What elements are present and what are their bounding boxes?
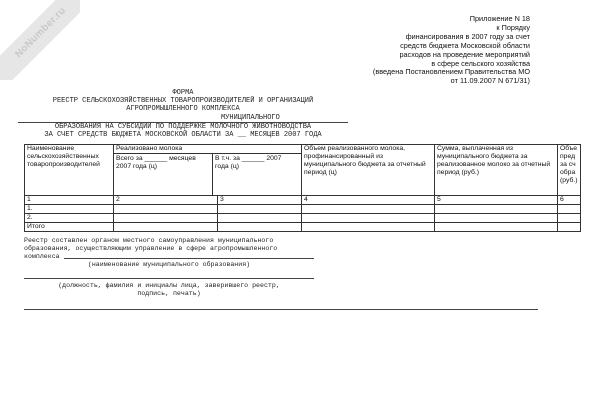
- form-title-line3: [18, 114, 348, 122]
- cell: [558, 205, 581, 214]
- bottom-rule: [24, 309, 538, 310]
- note-line3: [24, 253, 314, 261]
- col-number: 6: [558, 196, 581, 205]
- table-row: [25, 223, 581, 232]
- col-number: 4: [302, 196, 435, 205]
- cell: [218, 223, 302, 232]
- appendix-header: [300, 15, 530, 86]
- header-volume-cut: Объе пред за сч обра (руб.): [558, 145, 581, 196]
- col-number: 1: [25, 196, 114, 205]
- col-number: 5: [435, 196, 558, 205]
- form-title-line4: ОБРАЗОВАНИЯ НА СУБСИДИИ ПО ПОДДЕРЖКЕ МОЛОЧНОГО ЖИВОТНОВОДСТВА: [18, 122, 348, 131]
- form-title-line2: АГРОПРОМЫШЛЕННОГО КОМПЛЕКСА: [126, 105, 240, 114]
- watermark: [0, 0, 80, 80]
- appendix-line: (введена Постановлением Правительства МО: [372, 67, 530, 77]
- header-milk-sold: [114, 145, 302, 196]
- header-paid-amount: Сумма, выплаченная из муниципального бюджета за реализованное молоко за отчетный период (руб.): [435, 145, 558, 196]
- cell: [435, 214, 558, 223]
- cell: [302, 223, 435, 232]
- note-line3-text: комплекса: [24, 253, 60, 260]
- cell: [114, 223, 218, 232]
- signature-caption1: (должность, фамилия и инициалы лица, заверившего реестр,: [58, 282, 280, 289]
- cell: [435, 223, 558, 232]
- watermark-text: NoNumber.ru: [13, 5, 69, 61]
- row-label: 1.: [25, 205, 114, 214]
- cell: [114, 214, 218, 223]
- cell: [558, 223, 581, 232]
- cell: [302, 214, 435, 223]
- municipal-label: МУНИЦИПАЛЬНОГО: [221, 113, 280, 122]
- appendix-line: финансирования в 2007 году за счет: [405, 31, 530, 41]
- cell: [435, 205, 558, 214]
- appendix-line: в сфере сельского хозяйства: [431, 58, 530, 68]
- appendix-line: к Порядку: [496, 22, 530, 32]
- signature-caption2: подпись, печать): [137, 290, 201, 297]
- cell: [218, 205, 302, 214]
- signature-line: [24, 269, 314, 279]
- header-producers: Наименование сельскохозяйственных товаропроизводителей: [25, 145, 114, 196]
- cell: [302, 205, 435, 214]
- col-number: 2: [114, 196, 218, 205]
- register-note: [24, 237, 314, 298]
- appendix-line: расходов на проведение мероприятий: [399, 49, 530, 59]
- register-table: [24, 144, 581, 232]
- table-number-row: [25, 196, 581, 205]
- appendix-line: средств бюджета Московской области: [400, 40, 530, 50]
- table-row: [25, 205, 581, 214]
- form-label: ФОРМА: [172, 89, 194, 97]
- note-line1: Реестр составлен органом местного самоуправления муниципального: [24, 237, 274, 244]
- table-header-row: [25, 145, 581, 196]
- municipality-caption: (наименование муниципального образования): [87, 261, 251, 268]
- row-label: 2.: [25, 214, 114, 223]
- header-milk-sold-title: Реализовано молока: [116, 145, 183, 152]
- form-title-line1: РЕЕСТР СЕЛЬСКОХОЗЯЙСТВЕННЫХ ТОВАРОПРОИЗВОДИТЕЛЕЙ И ОРГАНИЗАЦИЙ: [52, 97, 314, 106]
- form-title-line5: ЗА СЧЕТ СРЕДСТВ БЮДЖЕТА МОСКОВСКОЙ ОБЛАСТИ ЗА __ МЕСЯЦЕВ 2007 ГОДА: [44, 131, 322, 140]
- appendix-line: Приложение N 18: [469, 14, 530, 23]
- cell: [558, 214, 581, 223]
- cell: [218, 214, 302, 223]
- municipality-name-line: [64, 253, 314, 259]
- header-milk-total: Всего за ______ месяцев 2007 года (ц): [114, 154, 213, 195]
- note-line2: образования, осуществляющим управление в сфере агропромышленного: [24, 245, 278, 252]
- cell: [114, 205, 218, 214]
- header-milk-period: В т.ч. за ______ 2007 года (ц): [215, 155, 282, 170]
- col-number: 3: [218, 196, 302, 205]
- table-row: [25, 214, 581, 223]
- appendix-line: от 11.09.2007 N 671/31): [450, 76, 530, 86]
- header-financed-volume: Объем реализованного молока, профинансированный из муниципального бюджета за отчетный период (ц): [302, 145, 435, 196]
- form-title: [18, 89, 348, 139]
- row-label: Итого: [25, 223, 114, 232]
